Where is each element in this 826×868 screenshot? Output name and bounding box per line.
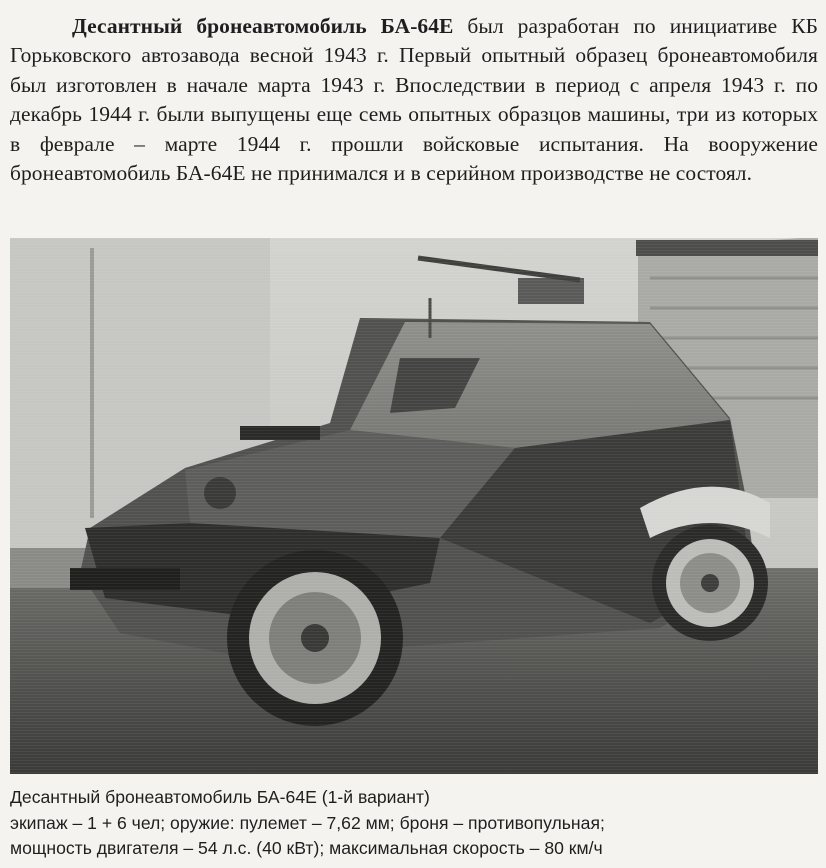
caption-specs-2: мощность двигателя – 54 л.с. (40 кВт); максимальная скорость – 80 км/ч [10,838,603,859]
intro-paragraph [10,12,818,188]
intro-lead: Десантный бронеавтомобиль БА-64Е [72,14,454,38]
armored-car-photo [10,238,818,774]
caption-title: Десантный бронеавтомобиль БА-64Е (1-й вариант) [10,787,430,807]
caption-specs-1: экипаж – 1 + 6 чел; оружие: пулемет – 7,62 мм; броня – противопульная; [10,812,605,833]
photo-caption [10,785,820,862]
intro-text: был разработан по инициативе КБ Горьковского автозавода весной 1943 г. Первый опытный образец бронеавтомобиля был изготовлен в начале марта 1943 г. Впоследствии в период с апреля 1943 г. по декабрь 1944 г. были выпущены еще семь опытных образцов машины, три из которых в феврале – марте 1944 г. прошли войсковые испытания. На вооружение бронеавтомобиль БА-64Е не принимался и в серийном производстве не состоял. [10,14,818,186]
